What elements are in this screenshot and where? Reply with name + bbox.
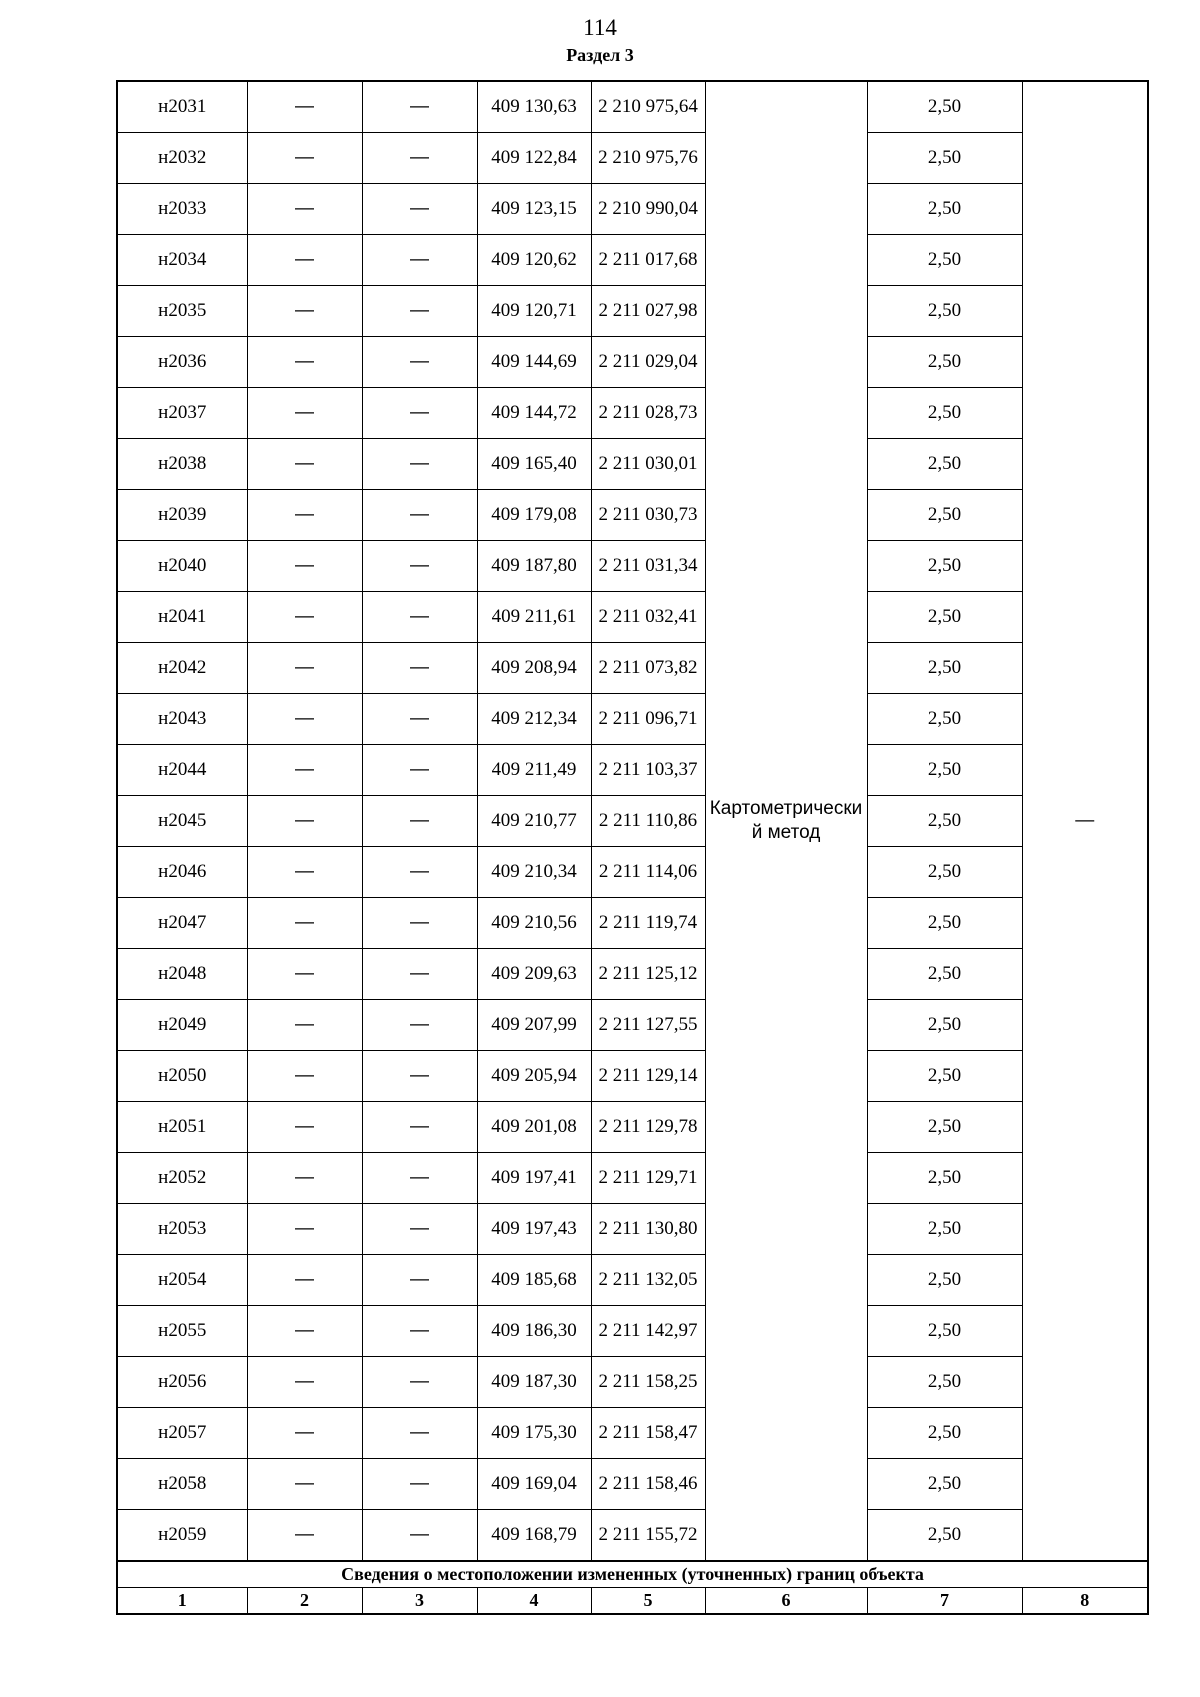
accuracy-value: 2,50 <box>867 592 1022 643</box>
point-name: н2049 <box>117 1000 247 1051</box>
accuracy-value: 2,50 <box>867 1459 1022 1510</box>
table-row <box>117 949 1148 1000</box>
accuracy-value: 2,50 <box>867 745 1022 796</box>
new-x-value: 409 122,84 <box>477 133 591 184</box>
table-row <box>117 1408 1148 1459</box>
accuracy-value: 2,50 <box>867 1204 1022 1255</box>
new-y-value: 2 211 073,82 <box>591 643 705 694</box>
new-x-value: 409 123,15 <box>477 184 591 235</box>
accuracy-value: 2,50 <box>867 898 1022 949</box>
column-number-row <box>117 1588 1148 1615</box>
column-number: 3 <box>362 1588 477 1615</box>
new-y-value: 2 210 990,04 <box>591 184 705 235</box>
old-x-value: — <box>247 490 362 541</box>
old-y-value: — <box>362 133 477 184</box>
point-name: н2058 <box>117 1459 247 1510</box>
old-y-value: — <box>362 1306 477 1357</box>
old-x-value: — <box>247 1000 362 1051</box>
point-name: н2057 <box>117 1408 247 1459</box>
accuracy-value: 2,50 <box>867 1510 1022 1562</box>
old-y-value: — <box>362 1102 477 1153</box>
accuracy-value: 2,50 <box>867 1255 1022 1306</box>
old-y-value: — <box>362 694 477 745</box>
section-title: Раздел 3 <box>566 45 634 65</box>
old-y-value: — <box>362 847 477 898</box>
old-y-value: — <box>362 1051 477 1102</box>
point-name: н2046 <box>117 847 247 898</box>
new-x-value: 409 179,08 <box>477 490 591 541</box>
point-name: н2039 <box>117 490 247 541</box>
table-row <box>117 796 1148 847</box>
column-number: 2 <box>247 1588 362 1615</box>
new-x-value: 409 211,61 <box>477 592 591 643</box>
new-x-value: 409 169,04 <box>477 1459 591 1510</box>
coordinates-table <box>116 80 1149 1615</box>
method-cell: Картометрически й метод <box>705 81 867 1561</box>
old-y-value: — <box>362 898 477 949</box>
old-x-value: — <box>247 286 362 337</box>
table-row <box>117 1000 1148 1051</box>
point-name: н2053 <box>117 1204 247 1255</box>
accuracy-value: 2,50 <box>867 286 1022 337</box>
new-x-value: 409 187,80 <box>477 541 591 592</box>
point-name: н2036 <box>117 337 247 388</box>
accuracy-value: 2,50 <box>867 337 1022 388</box>
old-y-value: — <box>362 337 477 388</box>
new-x-value: 409 120,62 <box>477 235 591 286</box>
point-name: н2059 <box>117 1510 247 1562</box>
new-x-value: 409 211,49 <box>477 745 591 796</box>
old-x-value: — <box>247 694 362 745</box>
old-x-value: — <box>247 745 362 796</box>
table-row <box>117 1255 1148 1306</box>
new-x-value: 409 210,56 <box>477 898 591 949</box>
new-y-value: 2 211 158,47 <box>591 1408 705 1459</box>
accuracy-value: 2,50 <box>867 133 1022 184</box>
accuracy-value: 2,50 <box>867 235 1022 286</box>
table-row <box>117 541 1148 592</box>
old-x-value: — <box>247 1051 362 1102</box>
new-x-value: 409 197,43 <box>477 1204 591 1255</box>
table-row <box>117 1102 1148 1153</box>
table-row <box>117 592 1148 643</box>
new-y-value: 2 211 155,72 <box>591 1510 705 1562</box>
old-y-value: — <box>362 949 477 1000</box>
point-name: н2043 <box>117 694 247 745</box>
old-y-value: — <box>362 1357 477 1408</box>
table-row <box>117 694 1148 745</box>
column-number: 5 <box>591 1588 705 1615</box>
accuracy-value: 2,50 <box>867 541 1022 592</box>
table-row <box>117 490 1148 541</box>
column-number: 6 <box>705 1588 867 1615</box>
accuracy-value: 2,50 <box>867 1051 1022 1102</box>
new-x-value: 409 185,68 <box>477 1255 591 1306</box>
new-y-value: 2 211 114,06 <box>591 847 705 898</box>
old-y-value: — <box>362 541 477 592</box>
table-row <box>117 745 1148 796</box>
info-heading: Сведения о местоположении измененных (уточненных) границ объекта <box>117 1561 1148 1588</box>
point-name: н2051 <box>117 1102 247 1153</box>
point-name: н2032 <box>117 133 247 184</box>
old-y-value: — <box>362 490 477 541</box>
accuracy-value: 2,50 <box>867 184 1022 235</box>
old-x-value: — <box>247 1510 362 1562</box>
table-row <box>117 439 1148 490</box>
table-row <box>117 388 1148 439</box>
old-y-value: — <box>362 592 477 643</box>
new-x-value: 409 130,63 <box>477 81 591 133</box>
point-name: н2031 <box>117 81 247 133</box>
old-x-value: — <box>247 949 362 1000</box>
old-x-value: — <box>247 1153 362 1204</box>
old-x-value: — <box>247 184 362 235</box>
table-row <box>117 847 1148 898</box>
old-x-value: — <box>247 81 362 133</box>
new-y-value: 2 211 129,14 <box>591 1051 705 1102</box>
old-x-value: — <box>247 847 362 898</box>
new-x-value: 409 201,08 <box>477 1102 591 1153</box>
accuracy-value: 2,50 <box>867 1102 1022 1153</box>
column-number: 4 <box>477 1588 591 1615</box>
new-x-value: 409 144,69 <box>477 337 591 388</box>
point-name: н2044 <box>117 745 247 796</box>
table-row <box>117 1459 1148 1510</box>
accuracy-value: 2,50 <box>867 949 1022 1000</box>
point-name: н2035 <box>117 286 247 337</box>
new-x-value: 409 168,79 <box>477 1510 591 1562</box>
old-x-value: — <box>247 1459 362 1510</box>
new-y-value: 2 210 975,64 <box>591 81 705 133</box>
column-8-value: — <box>1022 81 1148 1561</box>
table-row <box>117 1306 1148 1357</box>
new-y-value: 2 211 030,01 <box>591 439 705 490</box>
old-y-value: — <box>362 286 477 337</box>
old-y-value: — <box>362 1510 477 1562</box>
point-name: н2047 <box>117 898 247 949</box>
table-row <box>117 286 1148 337</box>
table-row <box>117 133 1148 184</box>
old-y-value: — <box>362 81 477 133</box>
new-y-value: 2 211 017,68 <box>591 235 705 286</box>
accuracy-value: 2,50 <box>867 1306 1022 1357</box>
table-row <box>117 1357 1148 1408</box>
new-y-value: 2 211 125,12 <box>591 949 705 1000</box>
point-name: н2037 <box>117 388 247 439</box>
new-x-value: 409 186,30 <box>477 1306 591 1357</box>
old-y-value: — <box>362 796 477 847</box>
old-x-value: — <box>247 592 362 643</box>
new-y-value: 2 211 158,46 <box>591 1459 705 1510</box>
table-row <box>117 898 1148 949</box>
new-x-value: 409 205,94 <box>477 1051 591 1102</box>
old-x-value: — <box>247 1306 362 1357</box>
point-name: н2054 <box>117 1255 247 1306</box>
old-y-value: — <box>362 1153 477 1204</box>
new-x-value: 409 207,99 <box>477 1000 591 1051</box>
new-x-value: 409 120,71 <box>477 286 591 337</box>
old-y-value: — <box>362 1204 477 1255</box>
new-x-value: 409 212,34 <box>477 694 591 745</box>
table-row <box>117 1204 1148 1255</box>
new-y-value: 2 211 030,73 <box>591 490 705 541</box>
old-y-value: — <box>362 184 477 235</box>
new-x-value: 409 208,94 <box>477 643 591 694</box>
accuracy-value: 2,50 <box>867 490 1022 541</box>
accuracy-value: 2,50 <box>867 81 1022 133</box>
new-y-value: 2 211 119,74 <box>591 898 705 949</box>
old-x-value: — <box>247 235 362 286</box>
new-x-value: 409 210,34 <box>477 847 591 898</box>
point-name: н2050 <box>117 1051 247 1102</box>
old-x-value: — <box>247 388 362 439</box>
old-x-value: — <box>247 1204 362 1255</box>
new-y-value: 2 211 127,55 <box>591 1000 705 1051</box>
new-x-value: 409 165,40 <box>477 439 591 490</box>
new-y-value: 2 211 129,78 <box>591 1102 705 1153</box>
old-y-value: — <box>362 745 477 796</box>
new-y-value: 2 211 142,97 <box>591 1306 705 1357</box>
point-name: н2038 <box>117 439 247 490</box>
old-x-value: — <box>247 439 362 490</box>
point-name: н2055 <box>117 1306 247 1357</box>
point-name: н2048 <box>117 949 247 1000</box>
old-y-value: — <box>362 643 477 694</box>
old-y-value: — <box>362 439 477 490</box>
new-y-value: 2 211 103,37 <box>591 745 705 796</box>
table-row <box>117 1051 1148 1102</box>
old-y-value: — <box>362 1459 477 1510</box>
accuracy-value: 2,50 <box>867 1408 1022 1459</box>
new-x-value: 409 209,63 <box>477 949 591 1000</box>
accuracy-value: 2,50 <box>867 796 1022 847</box>
table-row <box>117 184 1148 235</box>
point-name: н2040 <box>117 541 247 592</box>
new-y-value: 2 211 029,04 <box>591 337 705 388</box>
accuracy-value: 2,50 <box>867 439 1022 490</box>
point-name: н2045 <box>117 796 247 847</box>
column-number: 1 <box>117 1588 247 1615</box>
accuracy-value: 2,50 <box>867 847 1022 898</box>
new-x-value: 409 210,77 <box>477 796 591 847</box>
point-name: н2052 <box>117 1153 247 1204</box>
point-name: н2041 <box>117 592 247 643</box>
point-name: н2042 <box>117 643 247 694</box>
new-y-value: 2 211 129,71 <box>591 1153 705 1204</box>
table-row <box>117 337 1148 388</box>
old-x-value: — <box>247 337 362 388</box>
new-y-value: 2 211 027,98 <box>591 286 705 337</box>
table-row <box>117 1153 1148 1204</box>
table-row <box>117 235 1148 286</box>
old-x-value: — <box>247 541 362 592</box>
old-x-value: — <box>247 1255 362 1306</box>
info-heading-row <box>117 1561 1148 1588</box>
new-x-value: 409 144,72 <box>477 388 591 439</box>
old-x-value: — <box>247 796 362 847</box>
old-y-value: — <box>362 1255 477 1306</box>
old-x-value: — <box>247 1102 362 1153</box>
old-x-value: — <box>247 1408 362 1459</box>
accuracy-value: 2,50 <box>867 643 1022 694</box>
old-x-value: — <box>247 898 362 949</box>
accuracy-value: 2,50 <box>867 1153 1022 1204</box>
point-name: н2033 <box>117 184 247 235</box>
old-y-value: — <box>362 388 477 439</box>
column-number: 7 <box>867 1588 1022 1615</box>
accuracy-value: 2,50 <box>867 1357 1022 1408</box>
accuracy-value: 2,50 <box>867 388 1022 439</box>
new-y-value: 2 211 110,86 <box>591 796 705 847</box>
page-number: 114 <box>583 15 617 40</box>
new-x-value: 409 197,41 <box>477 1153 591 1204</box>
new-x-value: 409 187,30 <box>477 1357 591 1408</box>
old-x-value: — <box>247 1357 362 1408</box>
old-y-value: — <box>362 1000 477 1051</box>
new-y-value: 2 211 130,80 <box>591 1204 705 1255</box>
old-y-value: — <box>362 1408 477 1459</box>
new-y-value: 2 211 031,34 <box>591 541 705 592</box>
old-y-value: — <box>362 235 477 286</box>
new-y-value: 2 211 096,71 <box>591 694 705 745</box>
table-row <box>117 1510 1148 1562</box>
new-y-value: 2 210 975,76 <box>591 133 705 184</box>
point-name: н2034 <box>117 235 247 286</box>
point-name: н2056 <box>117 1357 247 1408</box>
new-y-value: 2 211 132,05 <box>591 1255 705 1306</box>
old-x-value: — <box>247 133 362 184</box>
accuracy-value: 2,50 <box>867 694 1022 745</box>
table-row <box>117 643 1148 694</box>
column-number: 8 <box>1022 1588 1148 1615</box>
new-y-value: 2 211 028,73 <box>591 388 705 439</box>
table-row <box>117 81 1148 133</box>
old-x-value: — <box>247 643 362 694</box>
new-y-value: 2 211 158,25 <box>591 1357 705 1408</box>
accuracy-value: 2,50 <box>867 1000 1022 1051</box>
new-y-value: 2 211 032,41 <box>591 592 705 643</box>
new-x-value: 409 175,30 <box>477 1408 591 1459</box>
